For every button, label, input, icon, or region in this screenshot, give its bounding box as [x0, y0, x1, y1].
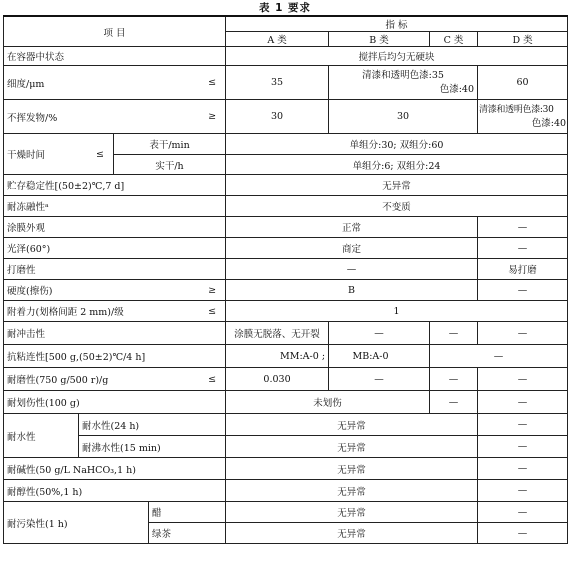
- drying-surface-value: 单组分:30; 双组分:60: [226, 134, 568, 155]
- fineness-d: 60: [478, 66, 568, 100]
- header-indicator: 指 标: [226, 16, 568, 32]
- row-label-impact: 耐冲击性: [4, 322, 226, 345]
- fineness-b-line1: 清漆和透明色漆:35: [362, 69, 444, 81]
- stain-sub2-value: 无异常: [226, 523, 478, 544]
- impact-b: —: [329, 322, 430, 345]
- nonvolatile-bc: 30: [329, 100, 478, 134]
- water-sub2-label: 耐沸水性(15 min): [79, 436, 226, 458]
- hardness-symbol: ≥: [208, 284, 217, 296]
- table-caption: 表 1 要求: [258, 2, 312, 14]
- row-label-state: 在容器中状态: [4, 47, 226, 66]
- scratch-ab: 未划伤: [226, 391, 430, 414]
- row-label-storage: 贮存稳定性[(50±2)℃,7 d]: [4, 175, 226, 196]
- sanding-d: 易打磨: [478, 259, 568, 280]
- gloss-abc: 商定: [226, 238, 478, 259]
- fineness-label: 细度/μm: [7, 78, 45, 90]
- nonvolatile-d-line2: 色漆:40: [531, 117, 567, 129]
- row-label-appearance: 涂膜外观: [4, 217, 226, 238]
- abrasion-d: —: [478, 368, 568, 391]
- row-label-stain: 耐污染性(1 h): [4, 502, 149, 544]
- hardness-label: 硬度(擦伤): [7, 286, 53, 297]
- impact-d: —: [478, 322, 568, 345]
- abrasion-b: —: [329, 368, 430, 391]
- abrasion-label: 耐磨性(750 g/500 r)/g: [7, 375, 109, 386]
- impact-c: —: [430, 322, 478, 345]
- row-label-freeze: 耐冻融性ᵃ: [4, 196, 226, 217]
- alkali-value: 无异常: [226, 458, 478, 480]
- requirements-table: [3, 15, 568, 544]
- header-class-d: D 类: [478, 32, 568, 47]
- fineness-symbol: ≤: [208, 77, 217, 88]
- header-class-a: A 类: [226, 32, 329, 47]
- blocking-cd: —: [430, 345, 568, 368]
- nonvolatile-d: [478, 100, 568, 134]
- sanding-abc: —: [226, 259, 478, 280]
- water-sub1-d: —: [478, 414, 568, 436]
- row-label-drying: [4, 134, 114, 175]
- scratch-c: —: [430, 391, 478, 414]
- header-class-c: C 类: [430, 32, 478, 47]
- header-item: 项 目: [4, 16, 226, 47]
- header-class-b: B 类: [329, 32, 430, 47]
- drying-hard-value: 单组分:6; 双组分:24: [226, 155, 568, 175]
- abrasion-a: 0.030: [226, 368, 329, 391]
- drying-surface-label: 表干/min: [114, 134, 226, 155]
- alcohol-value: 无异常: [226, 480, 478, 502]
- adhesion-label: 附着力(划格间距 2 mm)/级: [7, 307, 124, 318]
- stain-sub1-label: 醋: [149, 502, 226, 523]
- nonvolatile-a: 30: [226, 100, 329, 134]
- stain-sub1-d: —: [478, 502, 568, 523]
- water-sub2-value: 无异常: [226, 436, 478, 458]
- row-label-fineness: [4, 66, 226, 100]
- stain-sub1-value: 无异常: [226, 502, 478, 523]
- drying-hard-label: 实干/h: [114, 155, 226, 175]
- value-state: 搅拌后均匀无硬块: [226, 47, 568, 66]
- appearance-d: —: [478, 217, 568, 238]
- nonvolatile-d-line1: 清漆和透明色漆:30: [479, 104, 554, 115]
- scratch-d: —: [478, 391, 568, 414]
- water-sub1-value: 无异常: [226, 414, 478, 436]
- alkali-d: —: [478, 458, 568, 480]
- alcohol-d: —: [478, 480, 568, 502]
- adhesion-symbol: ≤: [208, 305, 217, 317]
- drying-label: 干燥时间: [7, 150, 46, 161]
- row-label-alkali: 耐碱性(50 g/L NaHCO₃,1 h): [4, 458, 226, 480]
- blocking-a: MM:A-0 ;: [226, 345, 329, 368]
- nonvolatile-symbol: ≥: [208, 111, 217, 122]
- nonvolatile-label: 不挥发物/%: [7, 112, 58, 124]
- impact-a: 涂膜无脱落、无开裂: [226, 322, 329, 345]
- water-sub2-d: —: [478, 436, 568, 458]
- hardness-d: —: [478, 280, 568, 301]
- stain-sub2-d: —: [478, 523, 568, 544]
- drying-symbol: ≤: [96, 148, 104, 160]
- row-label-hardness: [4, 280, 226, 301]
- stain-sub2-label: 绿茶: [149, 523, 226, 544]
- row-label-adhesion: [4, 301, 226, 322]
- fineness-bc: [329, 66, 478, 100]
- row-label-nonvolatile: [4, 100, 226, 134]
- adhesion-value: 1: [226, 301, 568, 322]
- row-label-alcohol: 耐醇性(50%,1 h): [4, 480, 226, 502]
- row-label-blocking: 抗粘连性[500 g,(50±2)℃/4 h]: [4, 345, 226, 368]
- value-storage: 无异常: [226, 175, 568, 196]
- fineness-b-line2: 色漆:40: [439, 83, 475, 95]
- abrasion-symbol: ≤: [208, 373, 217, 385]
- value-freeze: 不变质: [226, 196, 568, 217]
- row-label-abrasion: [4, 368, 226, 391]
- fineness-a: 35: [226, 66, 329, 100]
- appearance-abc: 正常: [226, 217, 478, 238]
- gloss-d: —: [478, 238, 568, 259]
- water-sub1-label: 耐水性(24 h): [79, 414, 226, 436]
- row-label-sanding: 打磨性: [4, 259, 226, 280]
- blocking-b: MB:A-0: [329, 345, 430, 368]
- row-label-gloss: 光泽(60°): [4, 238, 226, 259]
- abrasion-c: —: [430, 368, 478, 391]
- row-label-scratch: 耐划伤性(100 g): [4, 391, 226, 414]
- hardness-abc: B: [226, 280, 478, 301]
- row-label-water: 耐水性: [4, 414, 79, 458]
